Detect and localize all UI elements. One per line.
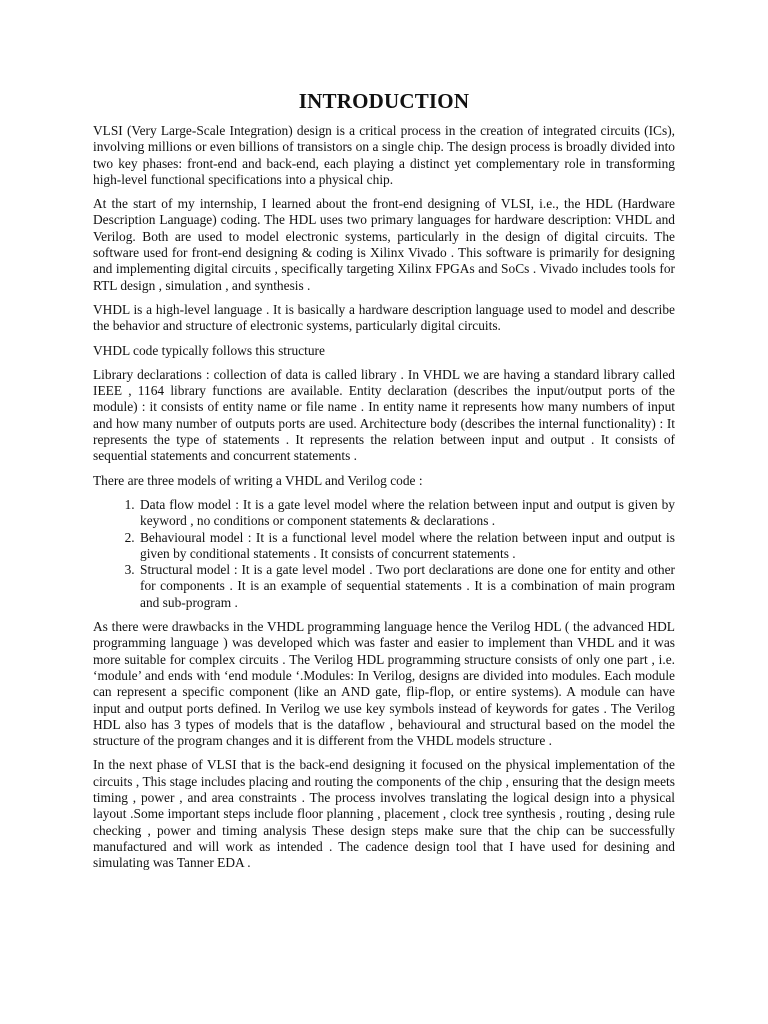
paragraph-models-intro: There are three models of writing a VHDL and Verilog code : <box>93 472 423 488</box>
document-page <box>93 88 675 879</box>
paragraph-vlsi-overview: VLSI (Very Large-Scale Integration) design is a critical process in the creation of integrated circuits (ICs), involving millions or even billions of transistors on a single chip. The design process is broadly divided into two key phases: front-end and back-end, each playing a distinct yet complementary role in transforming high-level functional specifications into a physical chip. <box>93 123 675 187</box>
list-item-structural-model: 3. Structural model : It is a gate level model . Two port declarations are done one for entity and other for components . It is an example of sequential statements . It is a combination of main program and sub-program . <box>138 562 675 611</box>
paragraph-vhdl-structure-details: Library declarations : collection of data is called library . In VHDL we are having a standard library called IEEE , 1164 library functions are available. Entity declaration (describes the input/output ports of the module) : it consists of entity name or file name . In entity name it represents how many numbers of input and how many number of outputs ports are used. Architecture body (describes the internal functionality) : It represents the type of statements . It represents the relation between input and output . It consists of sequential statements and concurrent statements . <box>93 366 675 464</box>
paragraph-verilog-hdl: As there were drawbacks in the VHDL programming language hence the Verilog HDL ( the advanced HDL programming language ) was developed which was faster and easier to implement than VHDL and it was more suitable for complex circuits . The Verilog HDL programming structure consists of only one part , i.e. ‘module’ and ends with ‘end module ‘.Modules: In Verilog, designs are divided into modules. Each module can represent a specific component (like an AND gate, flip-flop, or entire systems). A module can have input and output ports defined. In Verilog we use key symbols instead of keywords for gates . The Verilog HDL also has 3 types of models that is the dataflow , behavioural and structural based on the model the structure of the program changes and it is different from the VHDL models structure . <box>93 619 675 749</box>
models-list <box>93 497 675 611</box>
paragraph-vhdl-structure-intro: VHDL code typically follows this structure <box>93 342 325 358</box>
paragraph-back-end-design: In the next phase of VLSI that is the back-end designing it focused on the physical implementation of the circuits , This stage includes placing and routing the components of the chip , ensuring that the design meets timing , power , and area constraints . The process involves translating the logical design into a physical layout .Some important steps include floor planning , placement , clock tree synthesis , routing , desing rule checking , power and timing analysis These design steps make sure that the chip can be successfully manufactured and will work as intended . The cadence design tool that I have used for desining and simulating was Tanner EDA . <box>93 757 675 871</box>
paragraph-vhdl-definition: VHDL is a high-level language . It is basically a hardware description language used to model and describe the behavior and structure of electronic systems, particularly digital circuits. <box>93 301 675 334</box>
paragraph-front-end-hdl: At the start of my internship, I learned about the front-end designing of VLSI, i.e., the HDL (Hardware Description Language) coding. The HDL uses two primary languages for hardware description: VHDL and Verilog. Both are used to model electronic systems, particularly in the design of digital circuits. The software used for front-end designing & coding is Xilinx Vivado . This software is primarily for designing and implementing digital circuits , specifically targeting Xilinx FPGAs and SoCs . Vivado includes tools for RTL design , simulation , and synthesis . <box>93 196 675 293</box>
list-item-data-flow-model: 1. Data flow model : It is a gate level model where the relation between input and output is given by keyword , no conditions or component statements & declarations . <box>138 497 675 530</box>
list-item-behavioural-model: 2. Behavioural model : It is a functional level model where the relation between input and output is given by conditional statements . It consists of concurrent statements . <box>138 530 675 563</box>
page-title: INTRODUCTION <box>298 89 470 113</box>
